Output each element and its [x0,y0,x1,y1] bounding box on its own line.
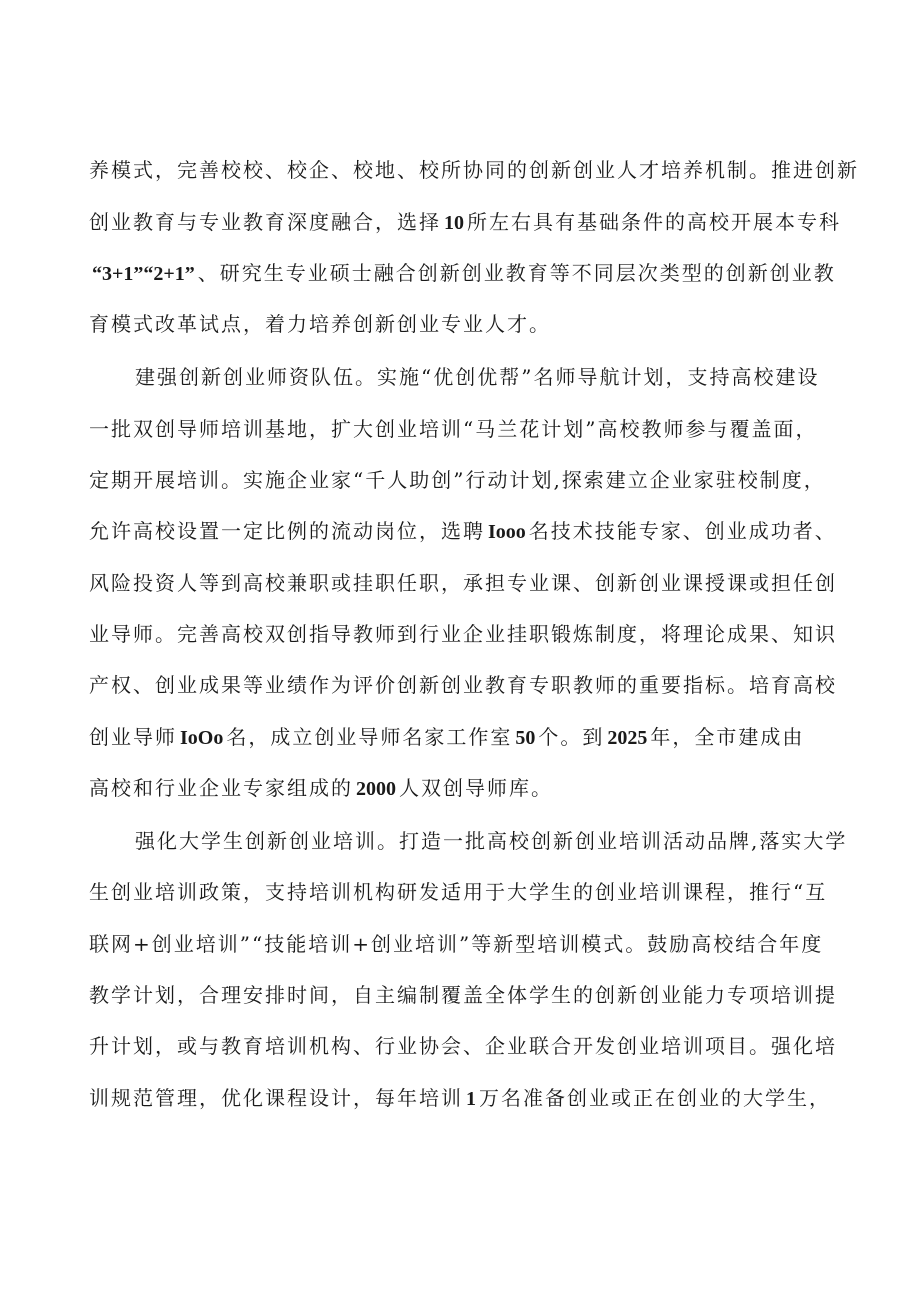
bold-number: 1 [466,1088,476,1110]
text-run: 个。到 [538,725,605,749]
text-run: 名，成立创业导师名家工作室 [226,725,513,749]
p2-line-1: 建强创新创业师资队伍。实施“优创优帮”名师导航计划，支持高校建设 [135,365,820,389]
bold-number: 2025 [607,727,648,749]
p3-line-1: 强化大学生创新创业培训。打造一批高校创新创业培训活动品牌,落实大学 [135,829,848,853]
text-run: 万名准备创业或正在创业的大学生， [479,1086,831,1110]
text-run: 允许高校设置一定比例的流动岗位，选聘 [89,519,485,543]
text-run: 训规范管理，优化课程设计，每年培训 [89,1086,463,1110]
bold-number: 50 [515,727,536,749]
p1-line-3 [89,259,836,288]
p2-line-8 [89,723,804,752]
p3-line-4: 教学计划，合理安排时间，自主编制覆盖全体学生的创新创业能力专项培训提 [89,983,837,1007]
p3-line-6 [89,1084,831,1113]
p2-line-4 [89,517,837,546]
p1-line-2 [89,208,841,237]
text-run: 创业导师 [89,725,177,749]
p2-line-5: 风险投资人等到高校兼职或挂职任职，承担专业课、创新创业课授课或担任创 [89,571,837,595]
text-run: 年，全市建成由 [650,725,805,749]
p2-line-3: 定期开展培训。实施企业家“千人助创”行动计划,探索建立企业家驻校制度， [89,468,826,492]
text-run: 名技术技能专家、创业成功者、 [528,519,837,543]
bold-number: Iooo [488,521,526,543]
bold-number: 2000 [356,778,396,800]
p2-line-2: 一批双创导师培训基地，扩大创业培训“马兰花计划”高校教师参与覆盖面， [89,417,818,441]
bold-number: “3+1”“2+1” [92,263,195,285]
p3-line-5: 升计划，或与教育培训机构、行业协会、企业联合开发创业培训项目。强化培 [89,1034,837,1058]
text-run: 人双创导师库。 [399,776,553,800]
bold-number: IoOo [180,727,224,749]
p2-line-7: 产权、创业成果等业绩作为评价创新创业教育专职教师的重要指标。培育高校 [89,673,837,697]
p2-line-9 [89,774,553,803]
text-run: 、研究生专业硕士融合创新创业教育等不同层次类型的创新创业教 [197,261,836,285]
p3-line-2: 生创业培训政策，支持培训机构研发适用于大学生的创业培训课程，推行“互 [89,880,828,904]
text-run: 高校和行业企业专家组成的 [89,776,353,800]
text-run: 所左右具有基础条件的高校开展本专科 [467,210,841,234]
p1-line-1: 养模式，完善校校、校企、校地、校所协同的创新创业人才培养机制。推进创新 [89,158,859,182]
p3-line-3: 联网+创业培训”“技能培训+创业培训”等新型培训模式。鼓励高校结合年度 [89,932,824,956]
bold-number: 10 [444,212,464,234]
p1-line-4: 育模式改革试点，着力培养创新创业专业人才。 [89,312,551,336]
text-run: 创业教育与专业教育深度融合，选择 [89,210,441,234]
p2-line-6: 业导师。完善高校双创指导教师到行业企业挂职锻炼制度，将理论成果、知识 [89,622,837,646]
